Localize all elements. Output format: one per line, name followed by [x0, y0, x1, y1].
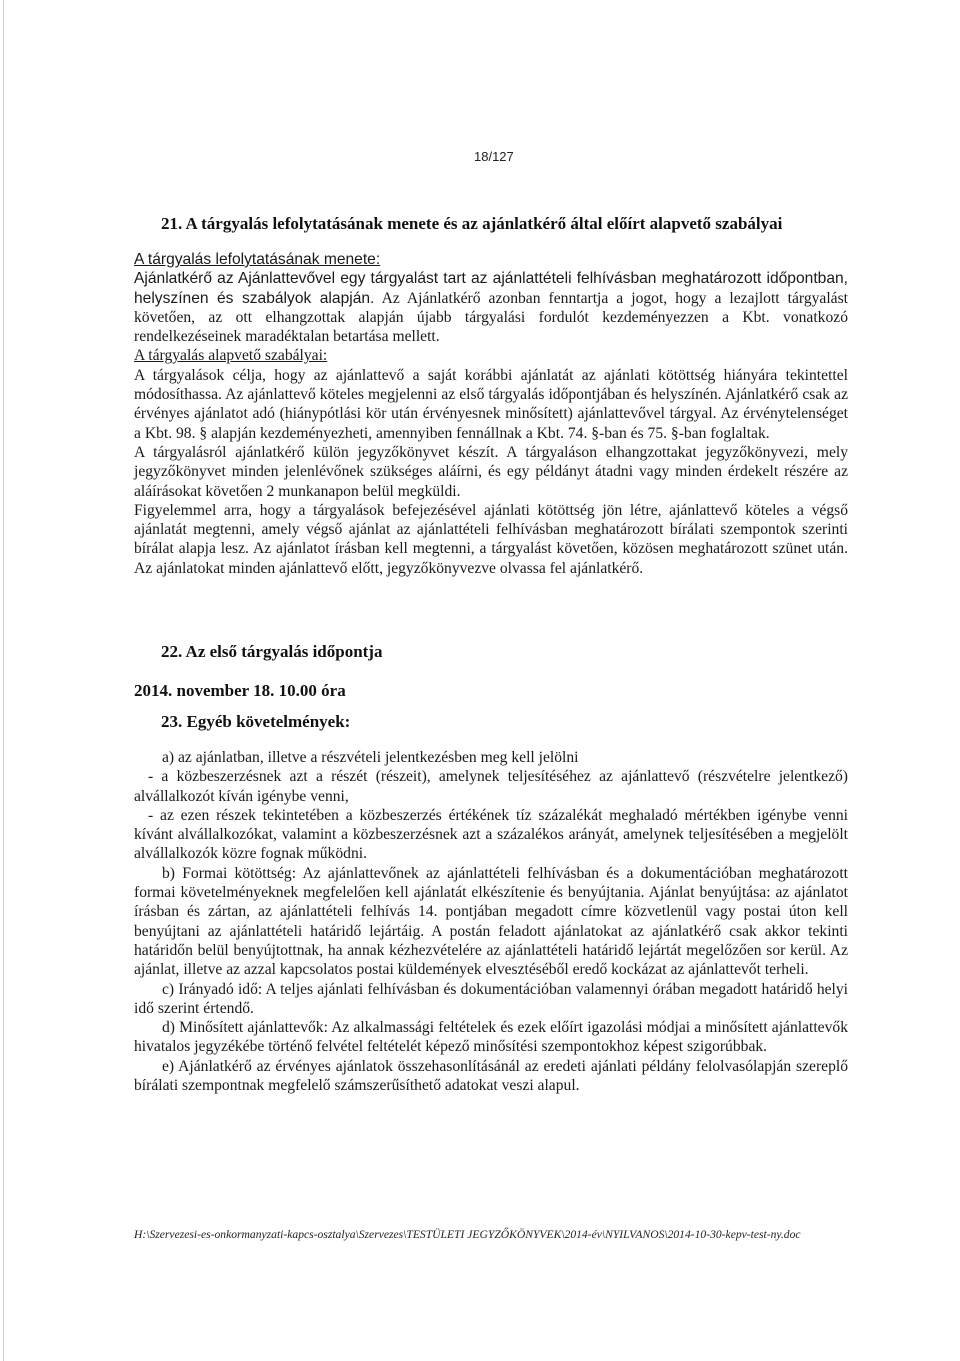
requirement-d: d) Minősített ajánlattevők: Az alkalmassági feltételek és ezek előírt igazolási módjai a minősített ajánlattevők hivatalos jegyzékébe történő felvétel feltételét képező minősítési szempontokhoz képest szigorúbbak. — [134, 1019, 848, 1056]
section-22-title: 22. Az első tárgyalás időpontja — [161, 642, 383, 661]
section-23-body — [134, 748, 848, 1095]
process-text-serif: Az Ajánlatkérő azonban fenntartja a jogot, hogy a lezajlott tárgyalást követően, az ott elhangzottak alapján újabb tárgyalási fordulót kezdeményezzen a Kbt. vonatkozó rendelkezéseinek maradéktalan betartása mellett. — [134, 289, 848, 346]
requirement-e: e) Ajánlatkérő az érvényes ajánlatok összehasonlításánál az eredeti ajánlati példány felolvasólapján szereplő bírálati szempontnak megfelelő számszerűsíthető adatokat veszi alapul. — [134, 1057, 848, 1095]
section-21-body — [134, 250, 848, 578]
requirement-b: b) Formai kötöttség: Az ajánlattevőnek az ajánlattételi felhívásban és a dokumentációban meghatározott formai követelményeknek megfelelően kell ajánlatát elkészítenie és benyújtania. Ajánlat benyújtása: az ajánlatot írásban és zártan, az ajánlattételi felhívás 14. pontjában megadott címre közvetlenül vagy postai úton kell benyújtani az ajánlattételi határidő lejártáig. A postán feladott ajánlatokat az ajánlatkérő csak akkor tekinti határidőn belül benyújtottnak, ha annak kézhezvételére az ajánlattételi határidő lejártát megelőzően sor kerül. Az ajánlat, illetve az azzal kapcsolatos postai küldemények elvesztéséből eredő kockázat az ajánlattevőt terheli. — [134, 864, 848, 979]
process-text-sans: Ajánlatkérő az Ajánlattevővel egy tárgyalást tart az ajánlattételi felhívásban meghatározott időpontban, helyszínen és szabályok alapján. — [134, 270, 848, 307]
requirement-a-item-1: - a közbeszerzésnek azt a részét (részeit), amelynek teljesítéséhez az ajánlattevő (részvételre jelentkező) alvállalkozót kíván igénybe venni, — [134, 768, 848, 805]
requirement-a-item-2: - az ezen részek tekintetében a közbeszerzés értékének tíz százalékát meghaladó mértékben igénybe venni kívánt alvállalkozókat, valamint a közbeszerzésnek azt a százalékos arányát, amelynek teljesítésében a megjelölt alvállalkozók közre fognak működni. — [134, 806, 848, 863]
page-number: 18/127 — [474, 149, 514, 164]
rules-heading: A tárgyalás alapvető szabályai: — [134, 347, 328, 365]
rules-paragraph-1: A tárgyalások célja, hogy az ajánlattevő a saját korábbi ajánlatát az ajánlati kötöttség hiányára tekintettel módosíthassa. Az ajánlattevő köteles megjelenni az első tárgyalás időpontjában és helyszínén. Ajánlatkérő csak az érvényes ajánlatot adó (hiánypótlási kör után érvényesnek minősített) ajánlattevővel tárgyal. Az érvénytelenséget a Kbt. 98. § alapján kezdeményezheti, amennyiben fennállnak a Kbt. 74. §-ban és 75. §-ban foglaltak. — [134, 366, 848, 442]
rules-paragraph-3: Figyelemmel arra, hogy a tárgyalások befejezésével ajánlati kötöttség jön létre, ajánlattevő köteles a végső ajánlatát megtenni, amely végső ajánlat az ajánlattételi felhívásban meghatározott bírálati szempontok szerinti bírálat alapja lesz. Az ajánlatot írásban kell megtenni, a tárgyalást követően, közösen meghatározott szünet után. Az ajánlatokat minden ajánlattevő előtt, jegyzőkönyvezve olvassa fel ajánlatkérő. — [134, 501, 848, 577]
section-23-title: 23. Egyéb követelmények: — [161, 712, 351, 731]
process-paragraph — [134, 269, 848, 346]
requirement-a: a) az ajánlatban, illetve a részvételi jelentkezésben meg kell jelölni — [162, 749, 579, 766]
scan-edge-line — [3, 0, 4, 1361]
file-path-footer: H:\Szervezesi-es-onkormanyzati-kapcs-osztalya\Szervezes\TESTÜLETI JEGYZŐKÖNYVEK\2014-év\NYILVANOS\2014-10-30-kepv-test-ny.doc — [134, 1228, 801, 1241]
rules-paragraph-2: A tárgyalásról ajánlatkérő külön jegyzőkönyvet készít. A tárgyaláson elhangzottakat jegyzőkönyvezi, mely jegyzőkönyvet minden jelenlévőnek szükséges aláírni, és egy példányt átadni vagy minden érdekelt részére az aláírásokat követően 2 munkanapon belül megküldi. — [134, 443, 848, 500]
section-22-date: 2014. november 18. 10.00 óra — [134, 681, 346, 700]
process-heading: A tárgyalás lefolytatásának menete: — [134, 251, 381, 268]
requirement-c: c) Irányadó idő: A teljes ajánlati felhívásban és dokumentációban valamennyi órában megadott határidő helyi idő szerint értendő. — [134, 980, 848, 1017]
section-21-title: 21. A tárgyalás lefolytatásának menete és az ajánlatkérő által előírt alapvető szabályai — [161, 214, 783, 233]
